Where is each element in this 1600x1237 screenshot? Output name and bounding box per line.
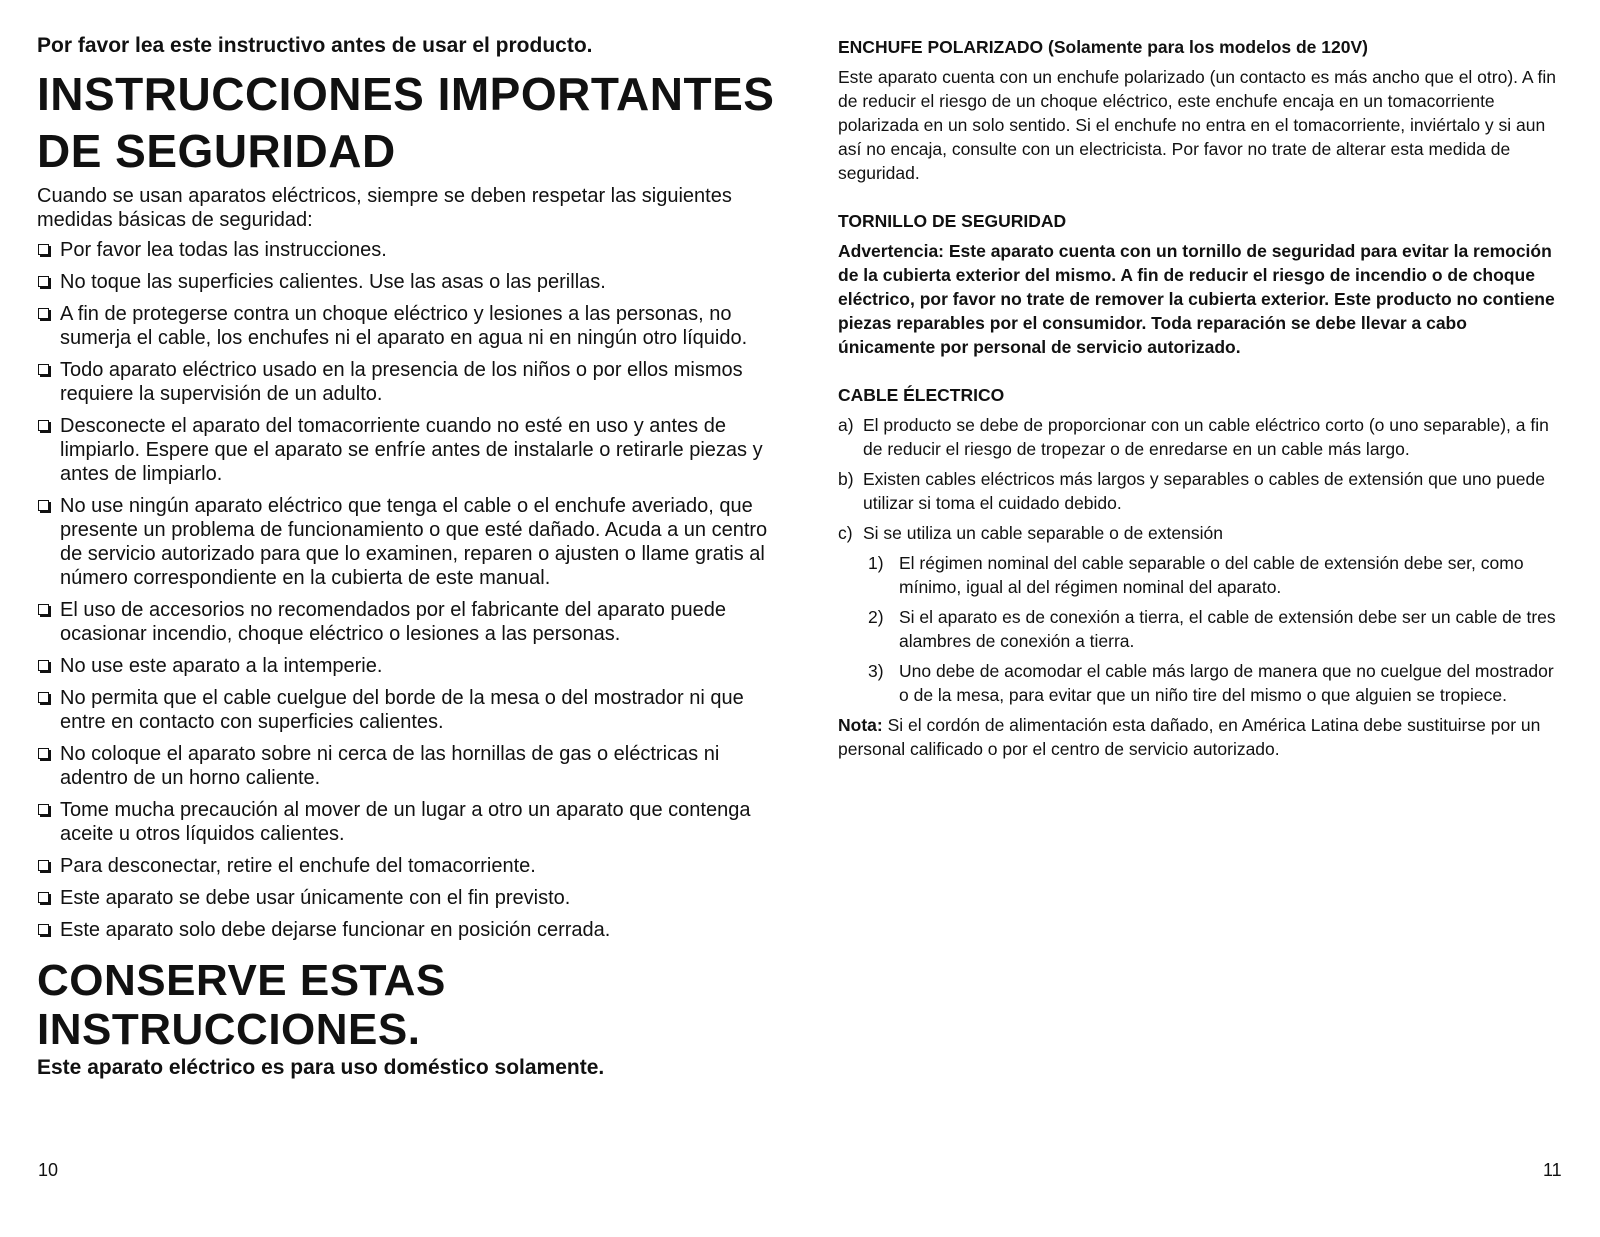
safety-screw-heading: TORNILLO DE SEGURIDAD [838,211,1067,231]
list-item: No coloque el aparato sobre ni cerca de las hornillas de gas o eléctricas ni adentro de un horno caliente. [37,742,777,790]
list-item: 1) El régimen nominal del cable separable o del cable de extensión debe ser, como mínimo, igual al del régimen nominal del aparato. [868,553,1524,597]
intro-note: Por favor lea este instructivo antes de usar el producto. [37,34,593,57]
power-cord-heading: CABLE ÉLECTRICO [838,385,1005,405]
lead-paragraph: Cuando se usan aparatos eléctricos, siempre se deben respetar las siguientes medidas básicas de seguridad: [37,185,732,231]
conserve-line-1: CONSERVE ESTAS [37,956,446,1005]
list-item: Desconecte el aparato del tomacorriente cuando no esté en uso y antes de limpiarlo. Espere que el aparato se enfríe antes de instalarle o retirarle piezas y antes de limpiarlo. [37,414,777,486]
list-item: b) Existen cables eléctricos más largos y separables o cables de extensión que uno puede utilizar si toma el cuidado debido. [838,469,1545,513]
list-item: El uso de accesorios no recomendados por el fabricante del aparato puede ocasionar incendio, choque eléctrico o lesiones a las personas. [37,598,777,646]
list-item: Este aparato solo debe dejarse funcionar en posición cerrada. [37,918,777,942]
list-item: Para desconectar, retire el enchufe del tomacorriente. [37,854,777,878]
checkbox-icon [38,692,49,703]
conserve-line-2: INSTRUCCIONES. [37,1005,421,1054]
list-item: a) El producto se debe de proporcionar con un cable eléctrico corto (o uno separable), a fin de reducir el riesgo de tropezar o de enredarse en un cable más largo. [838,415,1549,459]
checkbox-icon [38,748,49,759]
checkbox-icon [38,924,49,935]
polarized-plug-heading: ENCHUFE POLARIZADO (Solamente para los modelos de 120V) [838,37,1368,57]
note-paragraph [838,713,1558,761]
left-page [37,32,777,1082]
list-item: Todo aparato eléctrico usado en la presencia de los niños o por ellos mismos requiere la supervisión de un adulto. [37,358,777,406]
page-title [37,66,777,180]
list-item: c) Si se utiliza un cable separable o de extensión [838,523,1223,543]
list-item: 2) Si el aparato es de conexión a tierra, el cable de extensión debe ser un cable de tres alambres de conexión a tierra. [868,607,1556,651]
checkbox-icon [38,500,49,511]
list-item: No use este aparato a la intemperie. [37,654,777,678]
note-label: Nota: [838,715,883,735]
safety-screw-warning: Advertencia: Este aparato cuenta con un tornillo de seguridad para evitar la remoción de la cubierta exterior del mismo. A fin de reducir el riesgo de incendio o de choque eléctrico, por favor no trate de remover la cubierta exterior. Este producto no contiene piezas reparables por el consumidor. Toda reparación se debe llevar a cabo únicamente por personal de servicio autorizado. [838,241,1555,357]
list-item: A fin de protegerse contra un choque eléctrico y lesiones a las personas, no sumerja el cable, los enchufes ni el aparato en agua ni en ningún otro líquido. [37,302,777,350]
title-line-1: INSTRUCCIONES IMPORTANTES [37,68,775,120]
note-text: Si el cordón de alimentación esta dañado, en América Latina debe sustituirse por un personal calificado o por el centro de servicio autorizado. [838,715,1541,759]
checkbox-icon [38,276,49,287]
safety-checklist [37,238,777,942]
power-cord-list [838,413,1558,545]
checkbox-icon [38,604,49,615]
checkbox-icon [38,308,49,319]
page-number-right: 11 [1543,1160,1562,1180]
list-item: No use ningún aparato eléctrico que tenga el cable o el enchufe averiado, que presente un problema de funcionamiento o que esté dañado. Acuda a un centro de servicio autorizado para que lo examinen, reparen o ajusten o llame gratis al número correspondiente en la cubierta de este manual. [37,494,777,590]
conserve-heading [37,956,777,1054]
checkbox-icon [38,860,49,871]
list-item: 3) Uno debe de acomodar el cable más largo de manera que no cuelgue del mostrador o de la mesa, para evitar que un niño tire del mismo o que alguien se tropiece. [868,661,1554,705]
list-item: Tome mucha precaución al mover de un lugar a otro un aparato que contenga aceite u otros líquidos calientes. [37,798,777,846]
page-number-left: 10 [38,1160,59,1180]
list-item: No toque las superficies calientes. Use las asas o las perillas. [37,270,777,294]
list-item: No permita que el cable cuelgue del borde de la mesa o del mostrador ni que entre en contacto con superficies calientes. [37,686,777,734]
checkbox-icon [38,660,49,671]
checkbox-icon [38,244,49,255]
right-page [838,35,1558,761]
title-line-2: DE SEGURIDAD [37,125,396,177]
checkbox-icon [38,892,49,903]
polarized-plug-text: Este aparato cuenta con un enchufe polarizado (un contacto es más ancho que el otro). A fin de reducir el riesgo de un choque eléctrico, este enchufe encaja en un tomacorriente polarizada en un solo sentido. Si el enchufe no entra en el tomacorriente, inviértalo y si aun así no encaja, consulte con un electricista. Por favor no trate de alterar esta medida de seguridad. [838,67,1556,183]
checkbox-icon [38,364,49,375]
list-item: Este aparato se debe usar únicamente con el fin previsto. [37,886,777,910]
extension-cord-sublist [838,551,1558,707]
checkbox-icon [38,420,49,431]
household-use-note: Este aparato eléctrico es para uso doméstico solamente. [37,1056,605,1079]
list-item: Por favor lea todas las instrucciones. [37,238,777,262]
checkbox-icon [38,804,49,815]
